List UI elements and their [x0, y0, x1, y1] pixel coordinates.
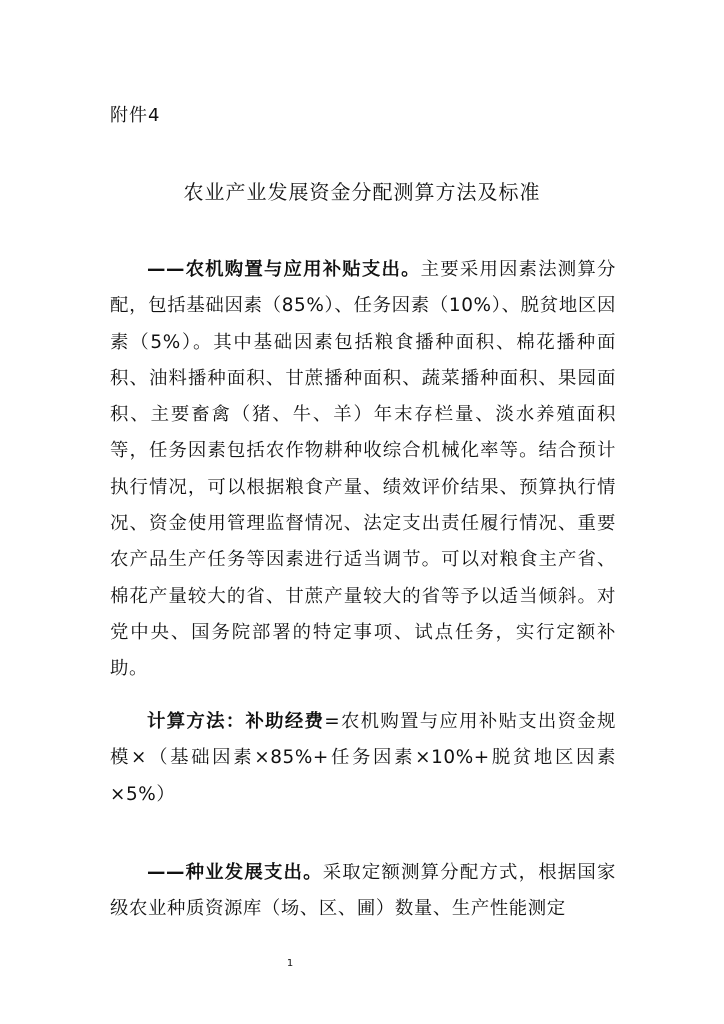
paragraph-heading: ——种业发展支出。	[147, 862, 323, 883]
paragraph-text: 采取定额测算分配方式，根据国家级农业种质资源库（场、区、圃）数量、生产性能测定	[110, 862, 616, 920]
attachment-label: 附件4	[110, 105, 161, 126]
paragraph-heading: ——农机购置与应用补贴支出。	[147, 259, 421, 280]
page-number	[0, 958, 724, 970]
paragraph-farm-machinery	[110, 252, 616, 688]
paragraph-text: 主要采用因素法测算分配，包括基础因素（85%）、任务因素（10%）、脱贫地区因素（5%）。其中基础因素包括粮食播种面积、棉花播种面积、油料播种面积、甘蔗播种面积、蔬菜播种面积、果园面积、主要畜禽（猪、牛、羊）年末存栏量、淡水养殖面积等，任务因素包括农作物耕种收综合机械化率等。结合预计执行情况，可以根据粮食产量、绩效评价结果、预算执行情况、资金使用管理监督情况、法定支出责任履行情况、重要农产品生产任务等因素进行适当调节。可以对粮食主产省、棉花产量较大的省、甘蔗产量较大的省等予以适当倾斜。对党中央、国务院部署的特定事项、试点任务，实行定额补助。	[110, 259, 616, 680]
paragraph-heading: 计算方法：补助经费	[147, 711, 325, 732]
page-number-value: 1	[286, 958, 294, 969]
paragraph-calculation-method	[110, 704, 616, 813]
paragraph-text: =农机购置与应用补贴支出资金规模×（基础因素×85%+任务因素×10%+脱贫地区因素×5%）	[110, 711, 616, 805]
paragraph-seed-industry	[110, 855, 616, 928]
document-title: 农业产业发展资金分配测算方法及标准	[183, 180, 541, 204]
